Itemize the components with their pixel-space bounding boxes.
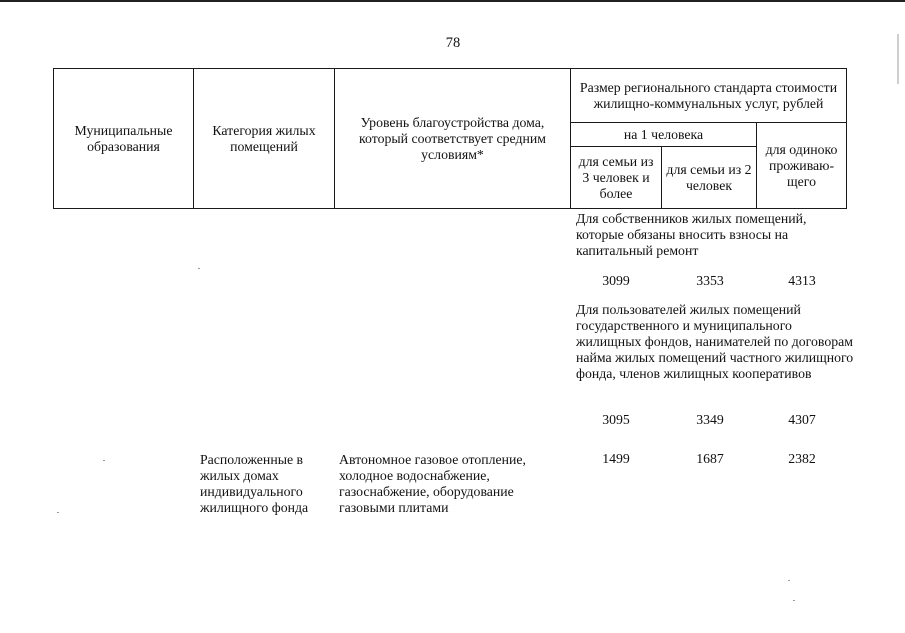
value-owners-family2: 3353 — [696, 273, 724, 288]
header-per-person: на 1 человека — [571, 123, 757, 147]
row-value-family3: 1499 — [602, 451, 630, 466]
value-owners-family3: 3099 — [602, 273, 630, 288]
header-standard: Размер регионального стандарта стоимости жилищно-коммунальных услуг, рублей — [571, 69, 847, 123]
top-border-line — [0, 0, 905, 2]
scan-speck — [198, 268, 200, 269]
scan-speck — [57, 512, 59, 513]
section-heading-tenants: Для пользователей жилых помещений государственного и муниципального жилищных фондов, нанимателей по договорам найма жилых помещений частного жилищного фонда, членов жилищных кооперативов — [576, 302, 854, 381]
value-tenants-family2: 3349 — [696, 412, 724, 427]
header-single: для одиноко проживаю-щего — [757, 123, 847, 209]
header-level: Уровень благоустройства дома, который соответствует средним условиям* — [335, 69, 571, 209]
scan-speck — [103, 460, 105, 461]
row-value-single: 2382 — [788, 451, 816, 466]
row-category: Расположенные в жилых домах индивидуального жилищного фонда — [200, 452, 309, 515]
value-owners-single: 4313 — [788, 273, 816, 288]
scan-speck — [793, 600, 795, 601]
header-municipal: Муниципальные образования — [54, 69, 194, 209]
row-level: Автономное газовое отопление, холодное водоснабжение, газоснабжение, оборудование газовыми плитами — [339, 452, 526, 515]
row-value-family2: 1687 — [696, 451, 724, 466]
scan-edge-mark — [897, 34, 899, 84]
table-header — [53, 68, 847, 209]
header-family-2: для семьи из 2 человек — [662, 147, 757, 209]
value-tenants-single: 4307 — [788, 412, 816, 427]
page-number: 78 — [445, 35, 461, 51]
header-family-3: для семьи из 3 человек и более — [571, 147, 662, 209]
value-tenants-family3: 3095 — [602, 412, 630, 427]
section-heading-owners: Для собственников жилых помещений, которые обязаны вносить взносы на капитальный ремонт — [576, 211, 807, 258]
header-category: Категория жилых помещений — [194, 69, 335, 209]
scan-speck — [788, 580, 790, 581]
